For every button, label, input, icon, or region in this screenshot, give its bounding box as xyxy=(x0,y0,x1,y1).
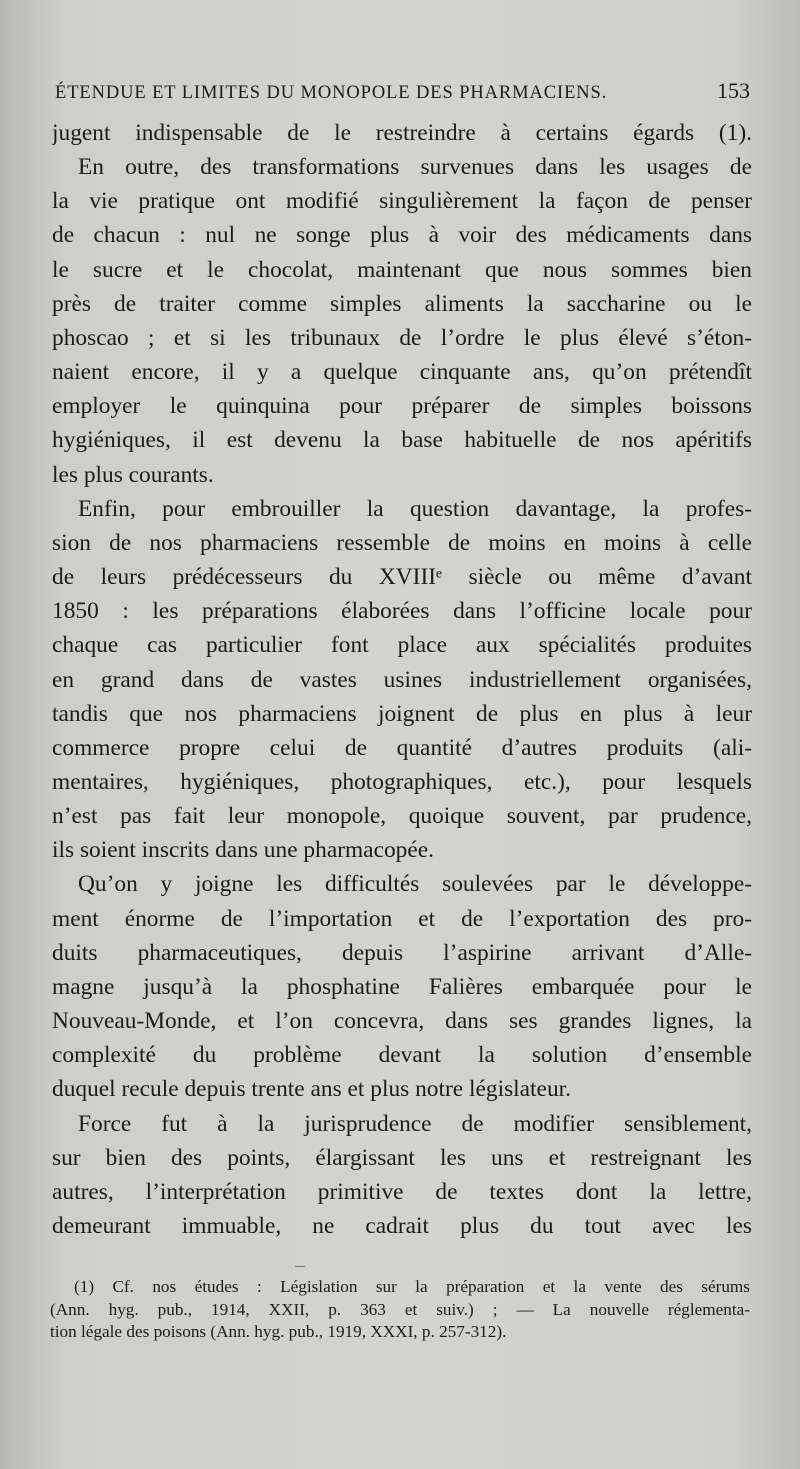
text-line: Enfin, pour embrouiller la question davantage, la profes- xyxy=(78,495,752,522)
text-line: Qu’on y joigne les difficultés soulevées par le développe- xyxy=(78,871,752,898)
footnote-line: (1) Cf. nos études : Législation sur la préparation et la vente des sérums xyxy=(74,1277,750,1296)
text-line: sion de nos pharmaciens ressemble de moins en moins à celle xyxy=(52,529,752,556)
text-line: ils soient inscrits dans une pharmacopée. xyxy=(52,837,434,864)
text-line: Nouveau-Monde, et l’on concevra, dans ses grandes lignes, la xyxy=(52,1008,752,1035)
text-line: hygiéniques, il est devenu la base habituelle de nos apéritifs xyxy=(52,427,752,454)
text-line: commerce propre celui de quantité d’autres produits (ali- xyxy=(52,734,752,761)
text-line: employer le quinquina pour préparer de simples boissons xyxy=(52,393,752,420)
page-number: 153 xyxy=(717,78,750,103)
text-line: complexité du problème devant la solution d’ensemble xyxy=(52,1042,752,1069)
text-line: autres, l’interprétation primitive de textes dont la lettre, xyxy=(52,1178,752,1205)
footnote-separator xyxy=(295,1266,305,1267)
text-line: le sucre et le chocolat, maintenant que nous sommes bien xyxy=(52,256,752,283)
text-line: n’est pas fait leur monopole, quoique souvent, par prudence, xyxy=(52,803,752,830)
text-line: magne jusqu’à la phosphatine Falières embarquée pour le xyxy=(52,973,752,1000)
text-line: demeurant immuable, ne cadrait plus du tout avec les xyxy=(52,1213,752,1239)
text-line: de leurs prédécesseurs du XVIIIᵉ siècle ou même d’avant xyxy=(52,564,752,591)
text-line: sur bien des points, élargissant les uns et restreignant les xyxy=(52,1144,752,1171)
body-text xyxy=(52,116,752,1243)
text-line: jugent indispensable de le restreindre à certains égards (1). xyxy=(52,120,752,146)
running-head: ÉTENDUE ET LIMITES DU MONOPOLE DES PHARMACIENS. xyxy=(55,83,608,103)
text-line: ment énorme de l’importation et de l’exportation des pro- xyxy=(52,905,752,932)
text-line: 1850 : les préparations élaborées dans l’officine locale pour xyxy=(52,598,752,625)
footnote-line: tion légale des poisons (Ann. hyg. pub., 1919, XXXI, p. 257-312). xyxy=(50,1322,507,1341)
footnote-line: (Ann. hyg. pub., 1914, XXII, p. 363 et suiv.) ; — La nouvelle réglementa- xyxy=(50,1299,750,1319)
text-line: phoscao ; et si les tribunaux de l’ordre le plus élevé s’éton- xyxy=(52,324,752,351)
text-line: mentaires, hygiéniques, photographiques, etc.), pour lesquels xyxy=(52,768,752,795)
text-line: tandis que nos pharmaciens joignent de plus en plus à leur xyxy=(52,700,752,727)
text-line: en grand dans de vastes usines industriellement organisées, xyxy=(52,666,752,693)
text-line: près de traiter comme simples aliments la saccharine ou le xyxy=(52,290,752,317)
text-line: naient encore, il y a quelque cinquante ans, qu’on prétendît xyxy=(52,359,752,386)
text-line: duquel recule depuis trente ans et plus notre législateur. xyxy=(52,1076,571,1103)
text-line: les plus courants. xyxy=(52,461,214,488)
text-line: chaque cas particulier font place aux spécialités produites xyxy=(52,632,752,659)
text-line: Force fut à la jurisprudence de modifier sensiblement, xyxy=(78,1110,752,1137)
footnotes xyxy=(50,1276,750,1344)
text-line: de chacun : nul ne songe plus à voir des médicaments dans xyxy=(52,222,752,249)
page-header xyxy=(55,78,750,104)
text-line: En outre, des transformations survenues dans les usages de xyxy=(78,154,752,181)
text-line: duits pharmaceutiques, depuis l’aspirine arrivant d’Alle- xyxy=(52,939,752,966)
text-line: la vie pratique ont modifié singulièrement la façon de penser xyxy=(52,188,752,215)
